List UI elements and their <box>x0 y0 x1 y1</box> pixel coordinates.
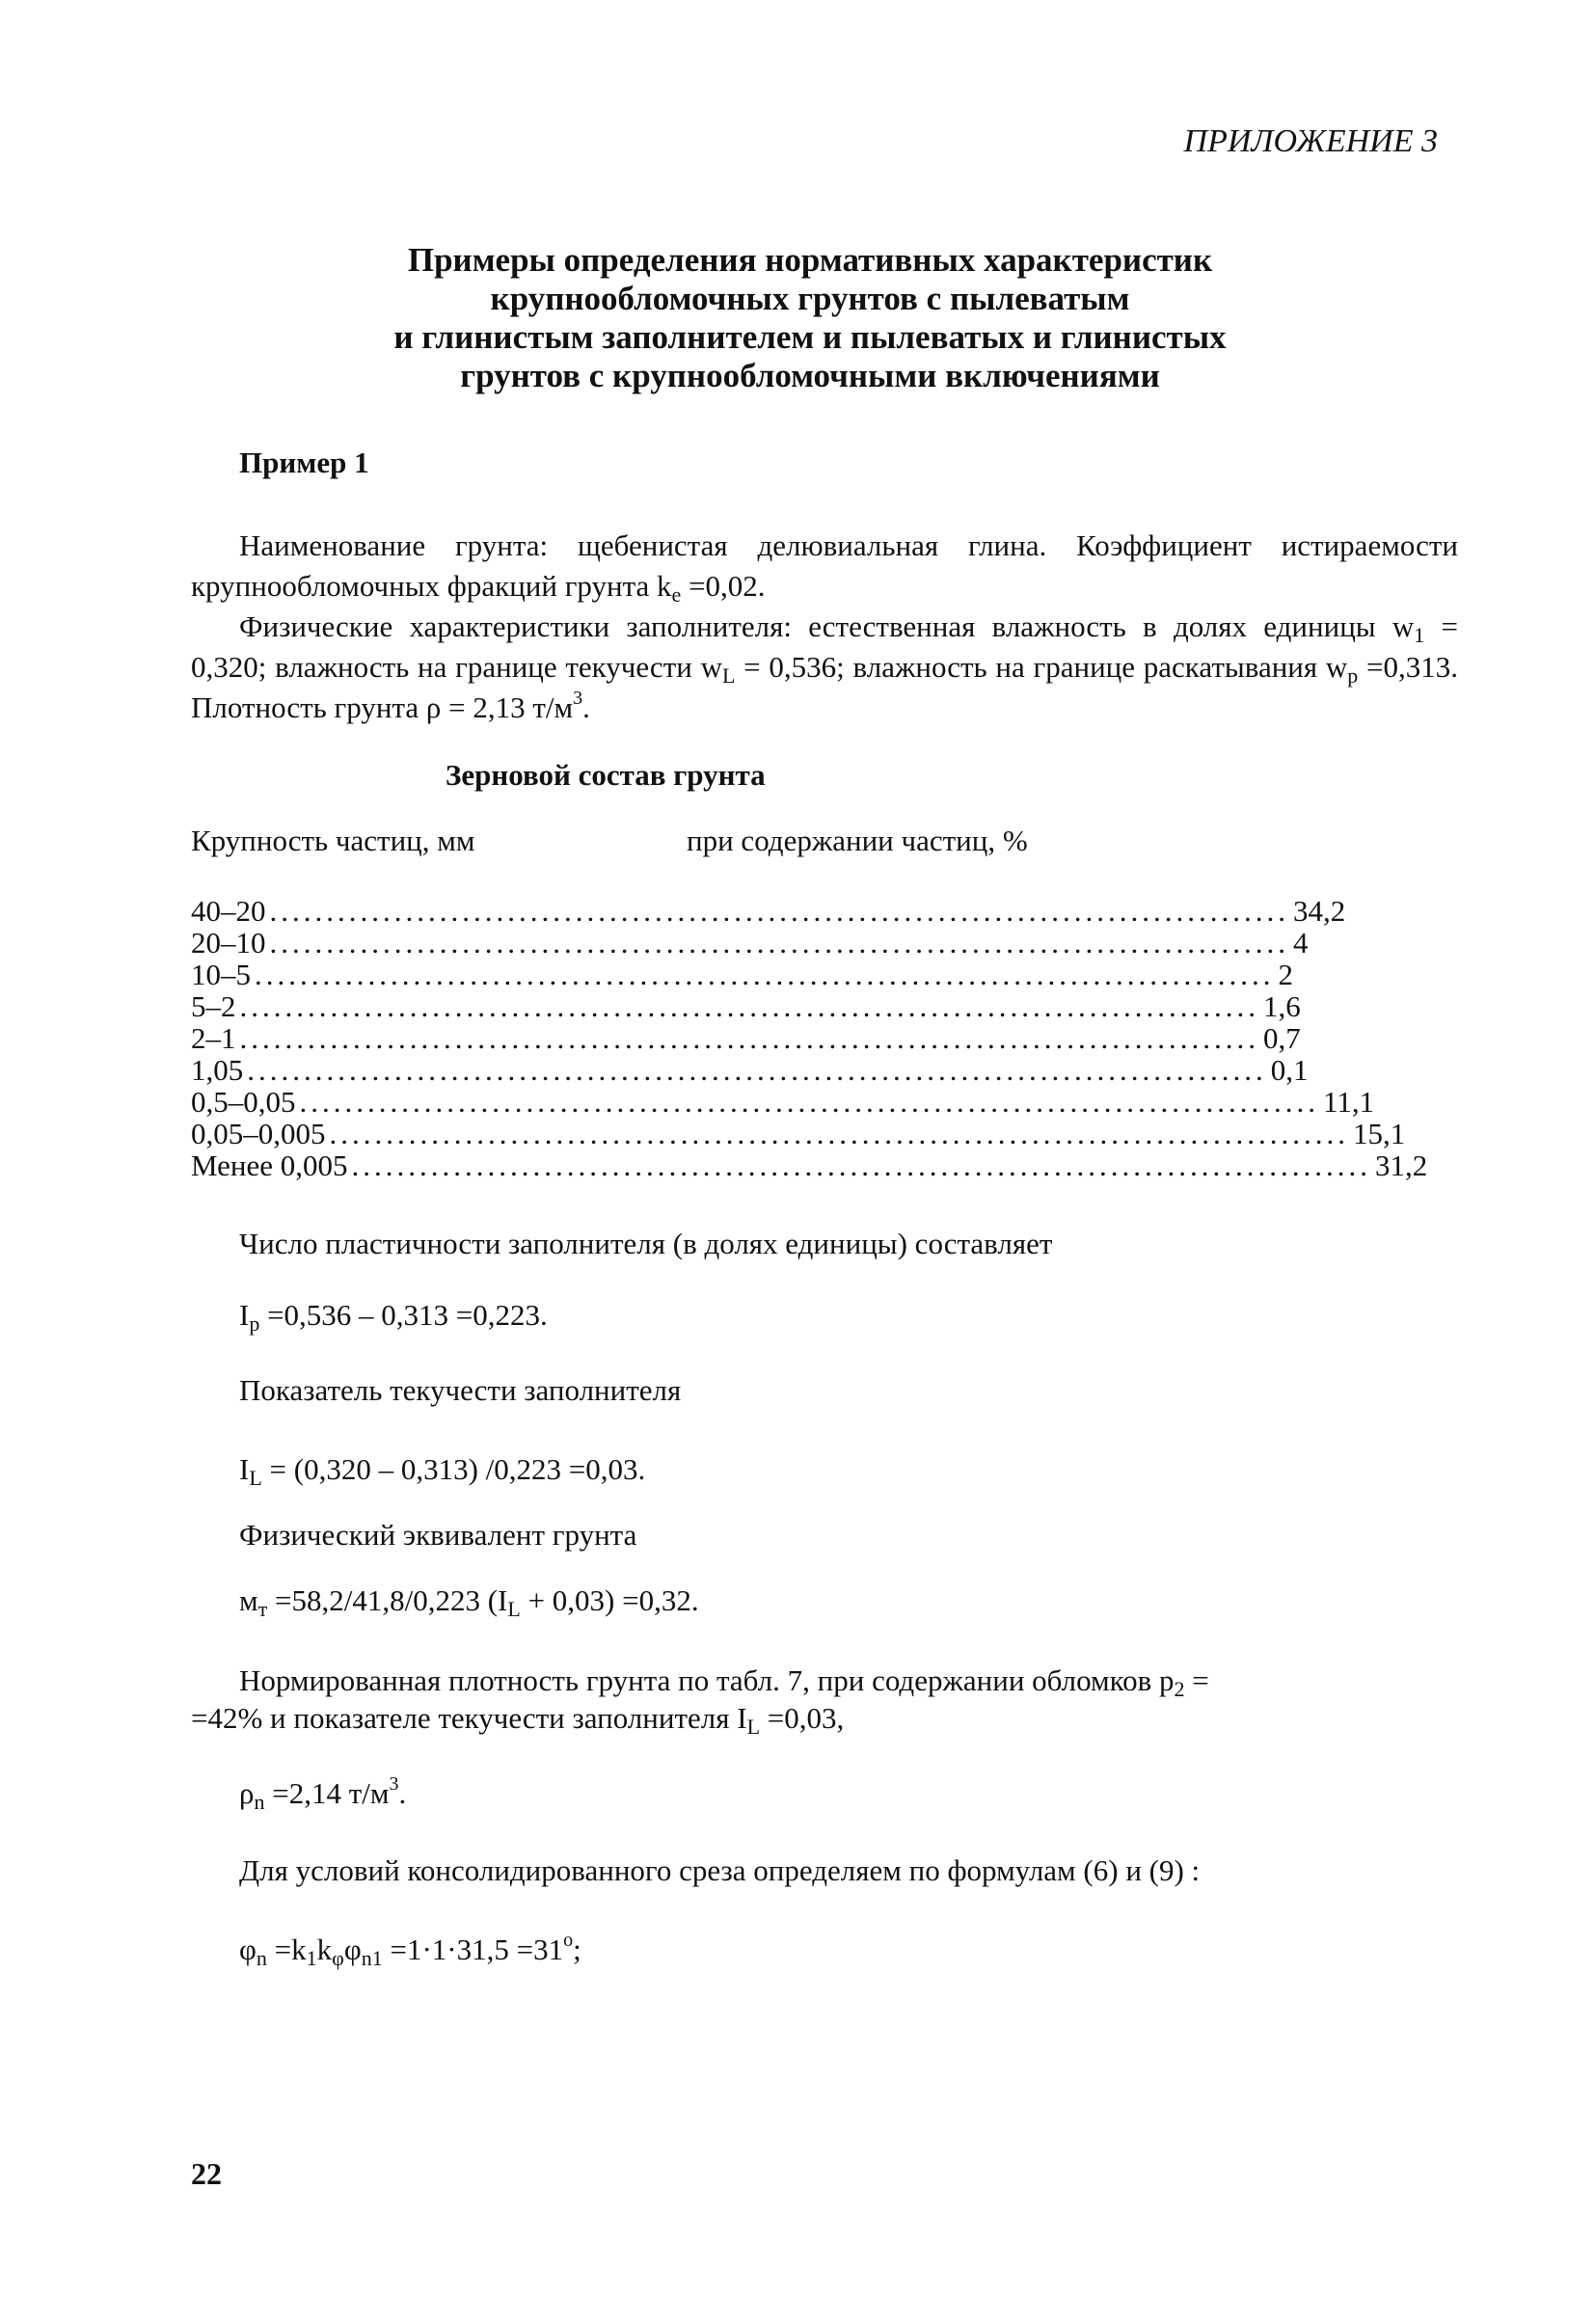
phi-sub: n <box>256 1946 267 1970</box>
row-value: 4 <box>1293 926 1309 959</box>
plasticity-formula <box>239 1298 548 1336</box>
fluidity-text: Показатель текучести заполнителя <box>239 1373 682 1407</box>
density-text-line1 <box>239 1661 1458 1701</box>
column-header-size: Крупность частиц, мм <box>191 824 475 857</box>
m-expr-sub: L <box>507 1597 521 1621</box>
rho-sup: 3 <box>389 1773 399 1795</box>
phi-symbol: φ <box>239 1932 257 1966</box>
grain-table-title: Зерновой состав грунта <box>446 758 766 792</box>
p1-sub: e <box>671 582 682 607</box>
leader-dots: .......................................................................................... <box>239 1021 1259 1055</box>
row-size: 5–2 <box>191 989 236 1023</box>
equivalent-formula <box>239 1583 699 1621</box>
row-value: 31,2 <box>1375 1148 1428 1182</box>
grain-table <box>191 894 1428 1182</box>
row-value: 1,6 <box>1263 989 1301 1023</box>
equivalent-text: Физический эквивалент грунта <box>239 1518 637 1552</box>
leader-dots: .......................................................................................... <box>329 1117 1349 1150</box>
fluidity-formula <box>239 1452 646 1490</box>
p1-tail: =0,02. <box>681 569 766 603</box>
il-expression: = (0,320 – 0,313) /0,223 =0,03. <box>261 1452 646 1486</box>
row-size: 2–1 <box>191 1021 236 1055</box>
ip-expression: =0,536 – 0,313 =0,223. <box>259 1298 548 1332</box>
phi-b: k <box>316 1932 333 1966</box>
title-line: грунтов с крупнообломочными включениями <box>460 357 1160 394</box>
row-size: 0,5–0,05 <box>191 1085 296 1119</box>
table-row <box>191 926 1309 959</box>
table-row <box>191 1085 1375 1119</box>
row-value: 15,1 <box>1353 1117 1406 1150</box>
row-value: 34,2 <box>1293 894 1346 928</box>
density-a: Нормированная плотность грунта по табл. 7, при содержании обломков p <box>239 1663 1175 1697</box>
consolidated-text: Для условий консолидированного среза определяем по формулам (6) и (9) : <box>239 1853 1201 1887</box>
density-sub-c: L <box>746 1715 761 1739</box>
il-symbol: I <box>239 1452 250 1486</box>
phi-sub2: φ <box>332 1946 344 1970</box>
rho-expression: =2,14 т/м <box>264 1776 390 1810</box>
ip-symbol: I <box>239 1298 250 1332</box>
appendix-label: ПРИЛОЖЕНИЕ 3 <box>1183 123 1438 159</box>
table-row <box>191 958 1293 991</box>
density-d: =0,03, <box>760 1701 845 1735</box>
phi-sub3: n1 <box>361 1946 383 1970</box>
il-sub: L <box>249 1466 262 1490</box>
leader-dots: .......................................................................................... <box>247 1053 1267 1087</box>
table-row <box>191 1148 1428 1182</box>
phi-d: =1·1·31,5 =31 <box>382 1932 564 1966</box>
p2-d: =0,313. Плотность грунта ρ = 2,13 т/м <box>191 650 1459 724</box>
p2-b-sub: L <box>721 663 736 688</box>
row-value: 2 <box>1278 958 1293 991</box>
p1-text: Наименование грунта: щебенистая делювиальная глина. Коэффициент истираемости крупнообломочных фракций грунта k <box>191 528 1458 603</box>
phi-e: ; <box>573 1932 581 1966</box>
row-size: Менее 0,005 <box>191 1148 348 1182</box>
phi-c: φ <box>343 1932 362 1966</box>
row-size: 0,05–0,005 <box>191 1117 326 1150</box>
row-size: 20–10 <box>191 926 266 959</box>
title-line: крупнообломочных грунтов с пылеватым <box>490 280 1130 317</box>
m-sub: т <box>257 1597 268 1621</box>
title-line: и глинистым заполнителем и пылеватых и глинистых <box>393 318 1227 356</box>
document-title <box>241 241 1379 395</box>
leader-dots: .......................................................................................... <box>255 958 1275 991</box>
p2-d-sup: 3 <box>573 688 583 709</box>
density-sub-a: 2 <box>1174 1677 1185 1701</box>
row-value: 0,1 <box>1270 1053 1309 1087</box>
density-formula <box>239 1773 407 1814</box>
rho-symbol: ρ <box>239 1776 255 1810</box>
paragraph-physical-characteristics <box>191 607 1458 728</box>
plasticity-text: Число пластичности заполнителя (в долях единицы) составляет <box>239 1227 1053 1260</box>
row-size: 1,05 <box>191 1053 244 1087</box>
table-row <box>191 894 1346 928</box>
p2-a: Физические характеристики заполнителя: естественная влажность в долях единицы w <box>239 609 1415 643</box>
row-size: 40–20 <box>191 894 266 928</box>
leader-dots: .......................................................................................... <box>269 926 1289 959</box>
row-value: 0,7 <box>1263 1021 1301 1055</box>
p2-c-sub: p <box>1347 663 1359 688</box>
rho-end: . <box>398 1776 407 1810</box>
density-b: = <box>1184 1663 1209 1697</box>
density-c: =42% и показателе текучести заполнителя I <box>191 1701 747 1735</box>
phi-sup: o <box>563 1930 574 1951</box>
table-row <box>191 1053 1309 1087</box>
table-row <box>191 1021 1301 1055</box>
row-size: 10–5 <box>191 958 251 991</box>
p2-e: . <box>582 690 590 724</box>
m-expr-a: =58,2/41,8/0,223 (I <box>267 1583 508 1617</box>
density-text-line2 <box>191 1701 845 1739</box>
friction-formula <box>239 1930 581 1970</box>
p2-b: = 0,320; влажность на границе текучести w <box>191 609 1459 684</box>
p2-c: = 0,536; влажность на границе раскатывания w <box>735 650 1348 684</box>
m-symbol: м <box>239 1583 258 1617</box>
leader-dots: .......................................................................................... <box>351 1148 1372 1182</box>
leader-dots: .......................................................................................... <box>239 989 1259 1023</box>
m-expr-b: + 0,03) =0,32. <box>520 1583 699 1617</box>
leader-dots: .......................................................................................... <box>299 1085 1319 1119</box>
example-heading: Пример 1 <box>239 446 369 479</box>
table-row <box>191 989 1301 1023</box>
table-row <box>191 1117 1406 1150</box>
p2-a-sub: 1 <box>1414 623 1425 647</box>
rho-sub: n <box>254 1790 265 1814</box>
row-value: 11,1 <box>1323 1085 1375 1119</box>
ip-sub: p <box>249 1311 260 1336</box>
phi-a: =k <box>266 1932 307 1966</box>
column-header-content: при содержании частиц, % <box>687 824 1028 857</box>
leader-dots: .......................................................................................... <box>269 894 1289 928</box>
paragraph-soil-name <box>191 526 1458 607</box>
phi-sub1: 1 <box>306 1946 317 1970</box>
page-number: 22 <box>191 2156 222 2191</box>
title-line: Примеры определения нормативных характеристик <box>407 241 1213 279</box>
